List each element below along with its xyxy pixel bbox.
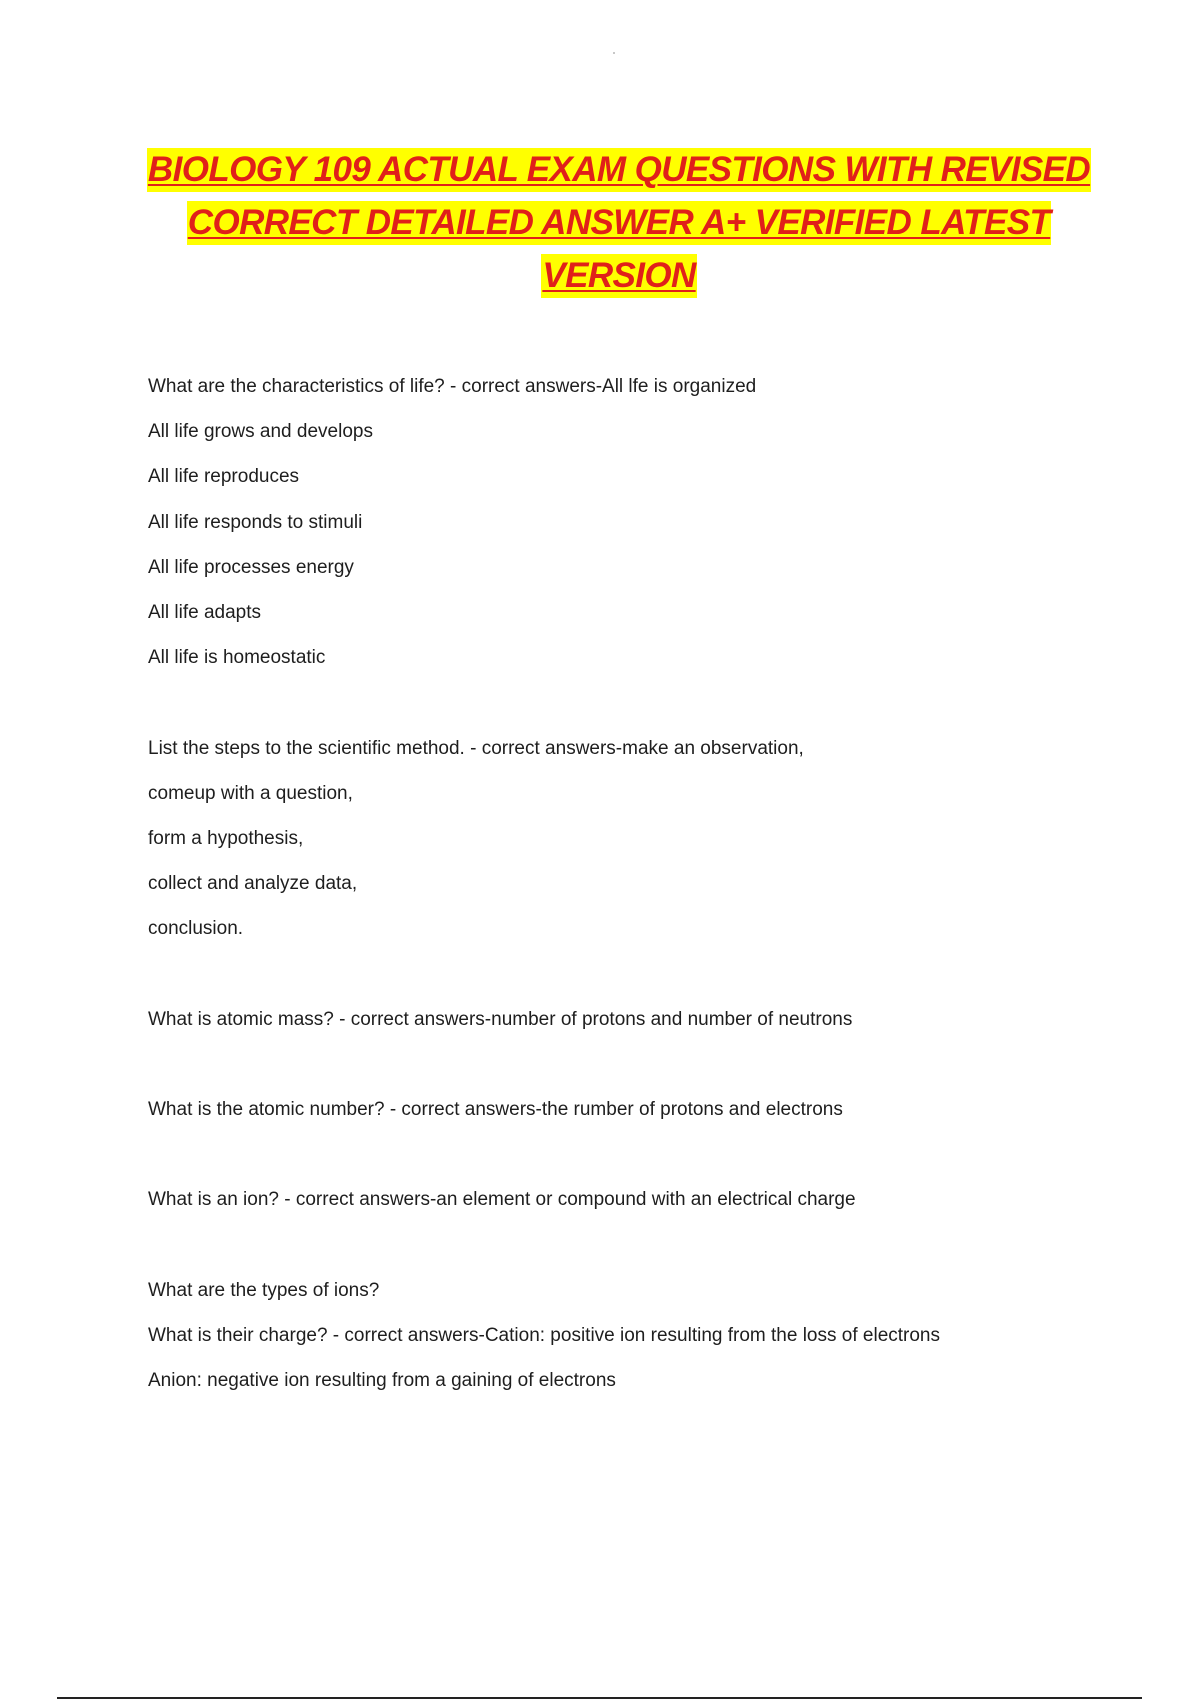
spacer [148,1223,1108,1268]
qa-line: What are the types of ions? [148,1279,380,1301]
spacer [148,680,1108,725]
spacer [148,951,1108,996]
qa-line: All life is homeostatic [148,647,326,669]
title-line-2: CORRECT DETAILED ANSWER A+ VERIFIED LATEST [187,201,1051,245]
qa-item-types-of-ions [148,1268,1108,1404]
qa-line: All life responds to stimuli [148,511,363,533]
qa-list [148,364,1108,1403]
document-title [130,148,1108,307]
title-line-1: BIOLOGY 109 ACTUAL EXAM QUESTIONS WITH REVISED [147,148,1091,192]
stray-mark [613,52,615,54]
qa-line: What is an ion? - correct answers-an element or compound with an electrical charge [148,1189,856,1211]
qa-line: All life reproduces [148,466,300,488]
qa-line: collect and analyze data, [148,873,358,895]
qa-line: What is their charge? - correct answers-Cation: positive ion resulting from the loss of electrons [148,1324,940,1346]
qa-line: What are the characteristics of life? - correct answers-All lfe is organized [148,376,757,397]
qa-item-atomic-number [148,1087,1108,1132]
qa-line: List the steps to the scientific method. - correct answers-make an observation, [148,737,804,759]
qa-line: All life grows and develops [148,421,373,443]
qa-line: All life processes energy [148,556,354,578]
spacer [148,1132,1108,1177]
spacer [148,1042,1108,1087]
title-line-3: VERSION [541,254,696,298]
qa-line: What is the atomic number? - correct answers-the rumber of protons and electrons [148,1099,843,1120]
qa-item-ion [148,1177,1108,1222]
qa-line: comeup with a question, [148,782,353,804]
page-bottom-rule [57,1697,1142,1699]
qa-line: What is atomic mass? - correct answers-number of protons and number of neutrons [148,1008,853,1030]
qa-line: conclusion. [148,918,244,940]
qa-line: Anion: negative ion resulting from a gaining of electrons [148,1370,616,1392]
qa-line: form a hypothesis, [148,827,304,849]
qa-item-scientific-method [148,726,1108,952]
qa-item-atomic-mass [148,997,1108,1042]
qa-item-characteristics-of-life [148,364,1108,680]
qa-line: All life adapts [148,601,262,623]
